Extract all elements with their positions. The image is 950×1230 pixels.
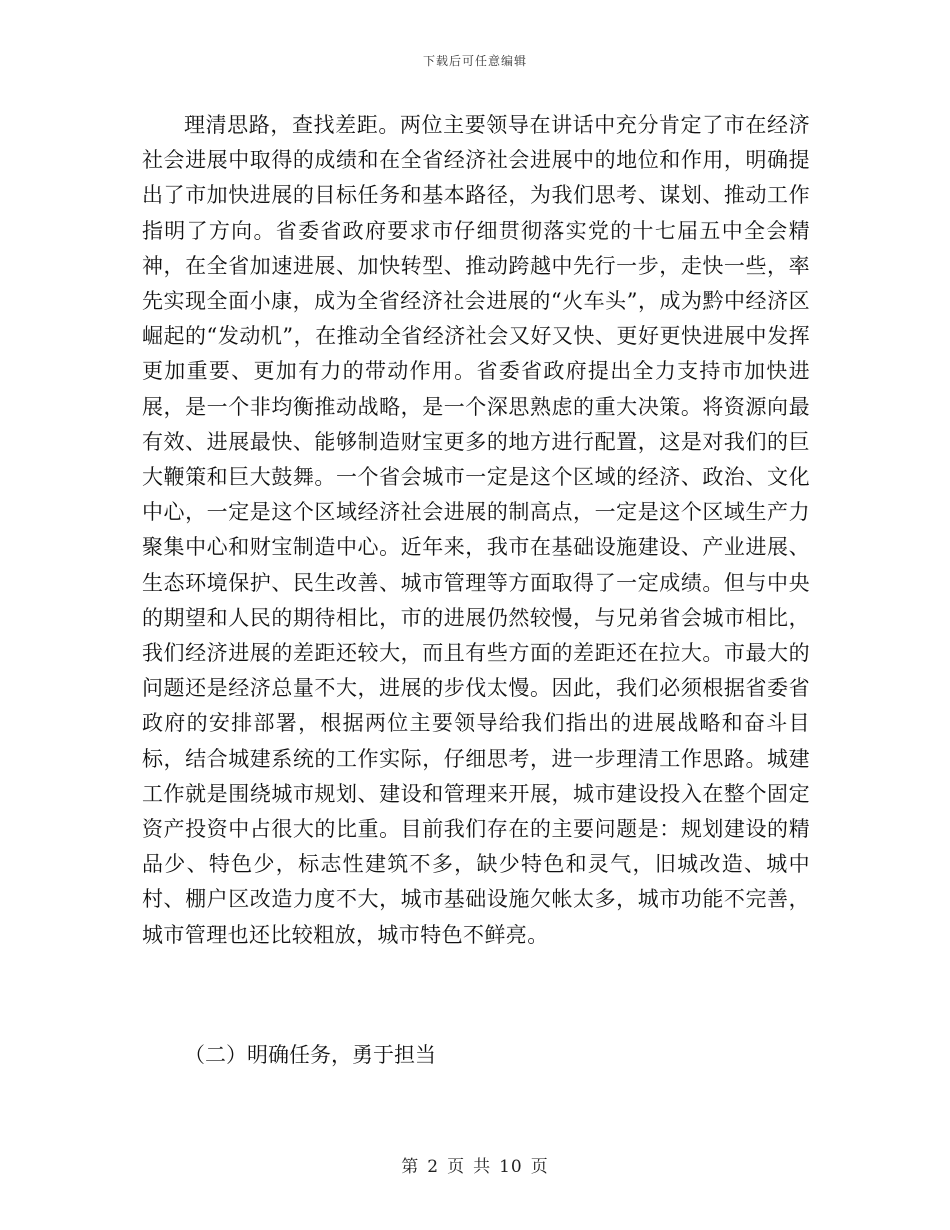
footer-page-word: 页 — [447, 1157, 466, 1177]
body-paragraph: 理清思路，查找差距。两位主要领导在讲话中充分肯定了市在经济社会进展中取得的成绩和在全省经济社会进展中的地位和作用，明确提出了市加快进展的目标任务和基本路径，为我们思考、谋划、推动工作指明了方向。省委省政府要求市仔细贯彻落实党的十七届五中全会精神，在全省加速进展、加快转型、推动跨越中先行一步，走快一些，率先实现全面小康，成为全省经济社会进展的“火车头”，成为黔中经济区崛起的“发动机”，在推动全省经济社会又好又快、更好更快进展中发挥更加重要、更加有力的带动作用。省委省政府提出全力支持市加快进展，是一个非均衡推动战略，是一个深思熟虑的重大决策。将资源向最有效、进展最快、能够制造财宝更多的地方进行配置，这是对我们的巨大鞭策和巨大鼓舞。一个省会城市一定是这个区域的经济、政治、文化中心，一定是这个区域经济社会进展的制高点，一定是这个区域生产力聚集中心和财宝制造中心。近年来，我市在基础设施建设、产业进展、生态环境保护、民生改善、城市管理等方面取得了一定成绩。但与中央的期望和人民的期待相比，市的进展仍然较慢，与兄弟省会城市相比，我们经济进展的差距还较大，而且有些方面的差距还在拉大。市最大的问题还是经济总量不大，进展的步伐太慢。因此，我们必须根据省委省政府的安排部署，根据两位主要领导给我们指出的进展战略和奋斗目标，结合城建系统的工作实际，仔细思考，进一步理清工作思路。城建工作就是围绕城市规划、建设和管理来开展，城市建设投入在整个固定资产投资中占很大的比重。目前我们存在的主要问题是：规划建设的精品少、特色少，标志性建筑不多，缺少特色和灵气，旧城改造、城中村、棚户区改造力度不大，城市基础设施欠帐太多，城市功能不完善，城市管理也还比较粗放，城市特色不鲜亮。 — [142, 113, 810, 947]
footer-prefix: 第 — [401, 1157, 420, 1177]
footer-total-word: 共 — [473, 1157, 492, 1177]
footer-current-page: 2 — [427, 1157, 440, 1177]
footer-suffix: 页 — [530, 1157, 549, 1177]
section-subheading: （二）明确任务，勇于担当 — [184, 1043, 436, 1067]
page-footer — [0, 1152, 950, 1177]
footer-total-pages: 10 — [499, 1157, 523, 1177]
page-header-note: 下载后可任意编辑 — [422, 54, 527, 68]
